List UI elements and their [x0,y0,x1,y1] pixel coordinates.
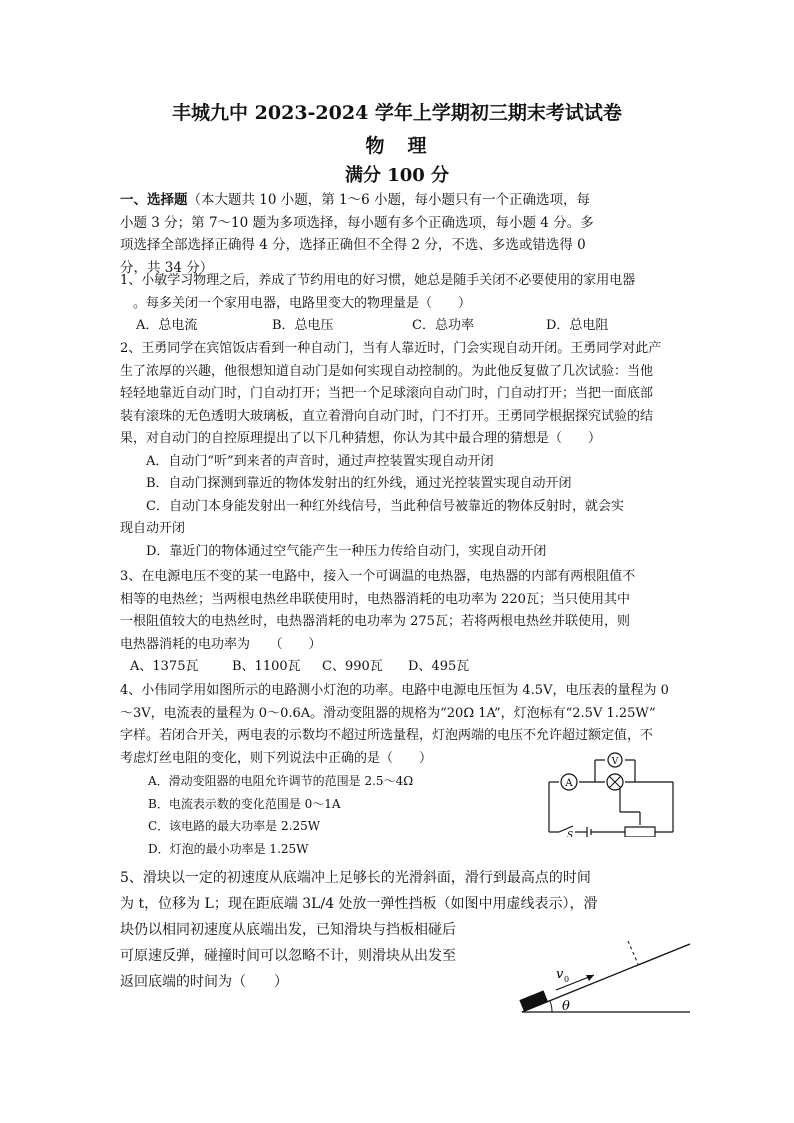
choice-a: A．滑动变阻器的电阻允许调节的范围是 2.5～4Ω [148,774,414,788]
velocity-label: v [556,967,564,982]
choice-d: D、495瓦 [408,659,470,674]
voltmeter-label: V [611,757,619,767]
question-text: 字样。若闭合开关，两电表的示数均不超过所选量程，灯泡两端的电压不允许超过额定值，不 [120,728,654,743]
exam-title: 丰城九中 2023-2024 学年上学期初三期末考试试卷 [172,102,622,124]
choice-row [120,656,680,679]
total-score: 满分 100 分 [344,165,450,186]
question-text: 装有滚珠的无色透明大玻璃板，直立着滑向自动门时，门不打开。王勇同学根据探究试验的结 [120,408,654,424]
question-text: 考虑灯丝电阻的变化，则下列说法中正确的是（ ） [120,750,433,766]
question-2 [120,338,680,563]
section-desc-line: 项选择全部选择正确得 4 分，选择正确但不全得 2 分，不选、多选或错选得 0 [120,237,586,253]
question-text: 3、在电源电压不变的某一电路中，接入一个可调温的电热器，电热器的内部有两根阻值不 [120,569,636,584]
switch-label: S [567,831,574,837]
choice-row [120,315,680,338]
section-heading: 一、选择题 [120,192,188,208]
angle-label: θ [562,999,570,1014]
question-3 [120,566,680,679]
choice-b: B．电流表示数的变化范围是 0～1A [148,796,341,811]
section-desc-line: 分，共 34 分） [120,259,214,276]
velocity-subscript: 0 [564,975,570,984]
choice-a: A．总电流 [136,318,198,333]
ammeter-label: A [565,778,573,789]
choice-d: D．总电阻 [546,318,609,333]
question-text: 可原速反弹，碰撞时间可以忽略不计，则滑块从出发至 [120,948,456,964]
question-text: 果，对自动门的自控原理提出了以下几种猜想，你认为其中最合理的猜想是（ ） [120,431,602,446]
question-text: 块仍以相同初速度从底端出发，已知滑块与挡板相碰后 [120,922,456,938]
question-text: 生了浓厚的兴趣，他很想知道自动门是如何实现自动控制的。为此他反复做了几次试验：当他 [120,363,654,379]
question-text: 相等的电热丝；当两根电热丝串联使用时，电热器消耗的电功率为 220瓦；当只使用其中 [120,591,630,607]
question-text: 1、小敏学习物理之后，养成了节约用电的好习惯，她总是随手关闭不必要使用的家用电器 [120,273,636,288]
choice-c-continued: 现自动开闭 [120,521,186,536]
choice-b: B、1100瓦 [232,659,301,674]
choice-d: D．靠近门的物体通过空气能产生一种压力传给自动门，实现自动开闭 [146,543,547,559]
question-text: 返回底端的时间为（ ） [120,974,288,990]
question-text: 5、滑块以一定的初速度从底端冲上足够长的光滑斜面，滑行到最高点的时间 [120,870,591,886]
question-text: 电热器消耗的电功率为 （ ） [120,636,322,652]
choice-a: A、1375瓦 [130,659,199,674]
choice-c: C．该电路的最大功率是 2.25W [148,819,321,833]
question-text: 一根阻值较大的电热丝时，电热器消耗的电功率为 275瓦；若将两根电热丝并联使用，则 [120,614,630,629]
question-1 [120,270,680,338]
choice-a: A．自动门“听”到来者的声音时，通过声控装置实现自动开闭 [146,453,494,469]
choice-c: C、990瓦 [322,659,383,674]
choice-c: C．总功率 [412,318,474,333]
section-instructions [120,189,680,279]
question-text: 4、小伟同学用如图所示的电路测小灯泡的功率。电路中电源电压恒为 4.5V，电压表的量程为 0 [120,683,669,698]
slider-block [519,990,548,1011]
section-desc-line: （本大题共 10 小题，第 1～6 小题，每小题只有一个正确选项，每 [187,192,591,208]
choice-d: D．灯泡的最小功率是 1.25W [148,841,309,856]
section-desc-line: 小题 3 分；第 7～10 题为多项选择，每小题有多个正确选项，每小题 4 分。多 [120,214,594,231]
choice-b: B．自动门探测到靠近的物体发射出的红外线，通过光控装置实现自动开闭 [146,476,572,491]
choice-b: B．总电压 [272,318,334,333]
question-text: 。每多关闭一个家用电器，电路里变大的物理量是（ ） [120,295,472,311]
question-text: 2、王勇同学在宾馆饭店看到一种自动门，当有人靠近时，门会实现自动开闭。王勇同学对此产 [120,341,662,356]
incline-diagram [512,938,692,1018]
choice-c: C．自动门本身能发射出一种红外线信号，当此种信号被靠近的物体反射时，就会实 [146,498,624,514]
question-text: ～3V，电流表的量程为 0～0.6A。滑动变阻器的规格为“20Ω 1A”，灯泡标有“2.5V 1.25W” [120,705,656,721]
question-text: 为 t，位移为 L；现在距底端 3L/4 处放一弹性挡板（如图中用虚线表示），滑 [120,896,598,912]
baffle-dashed-line [628,941,638,964]
circuit-diagram [545,752,680,837]
question-text: 轻轻地靠近自动门时，门自动打开；当把一个足球滚向自动门时，门自动打开；当把一面底部 [120,386,654,401]
subject-title: 物 理 [365,135,429,157]
